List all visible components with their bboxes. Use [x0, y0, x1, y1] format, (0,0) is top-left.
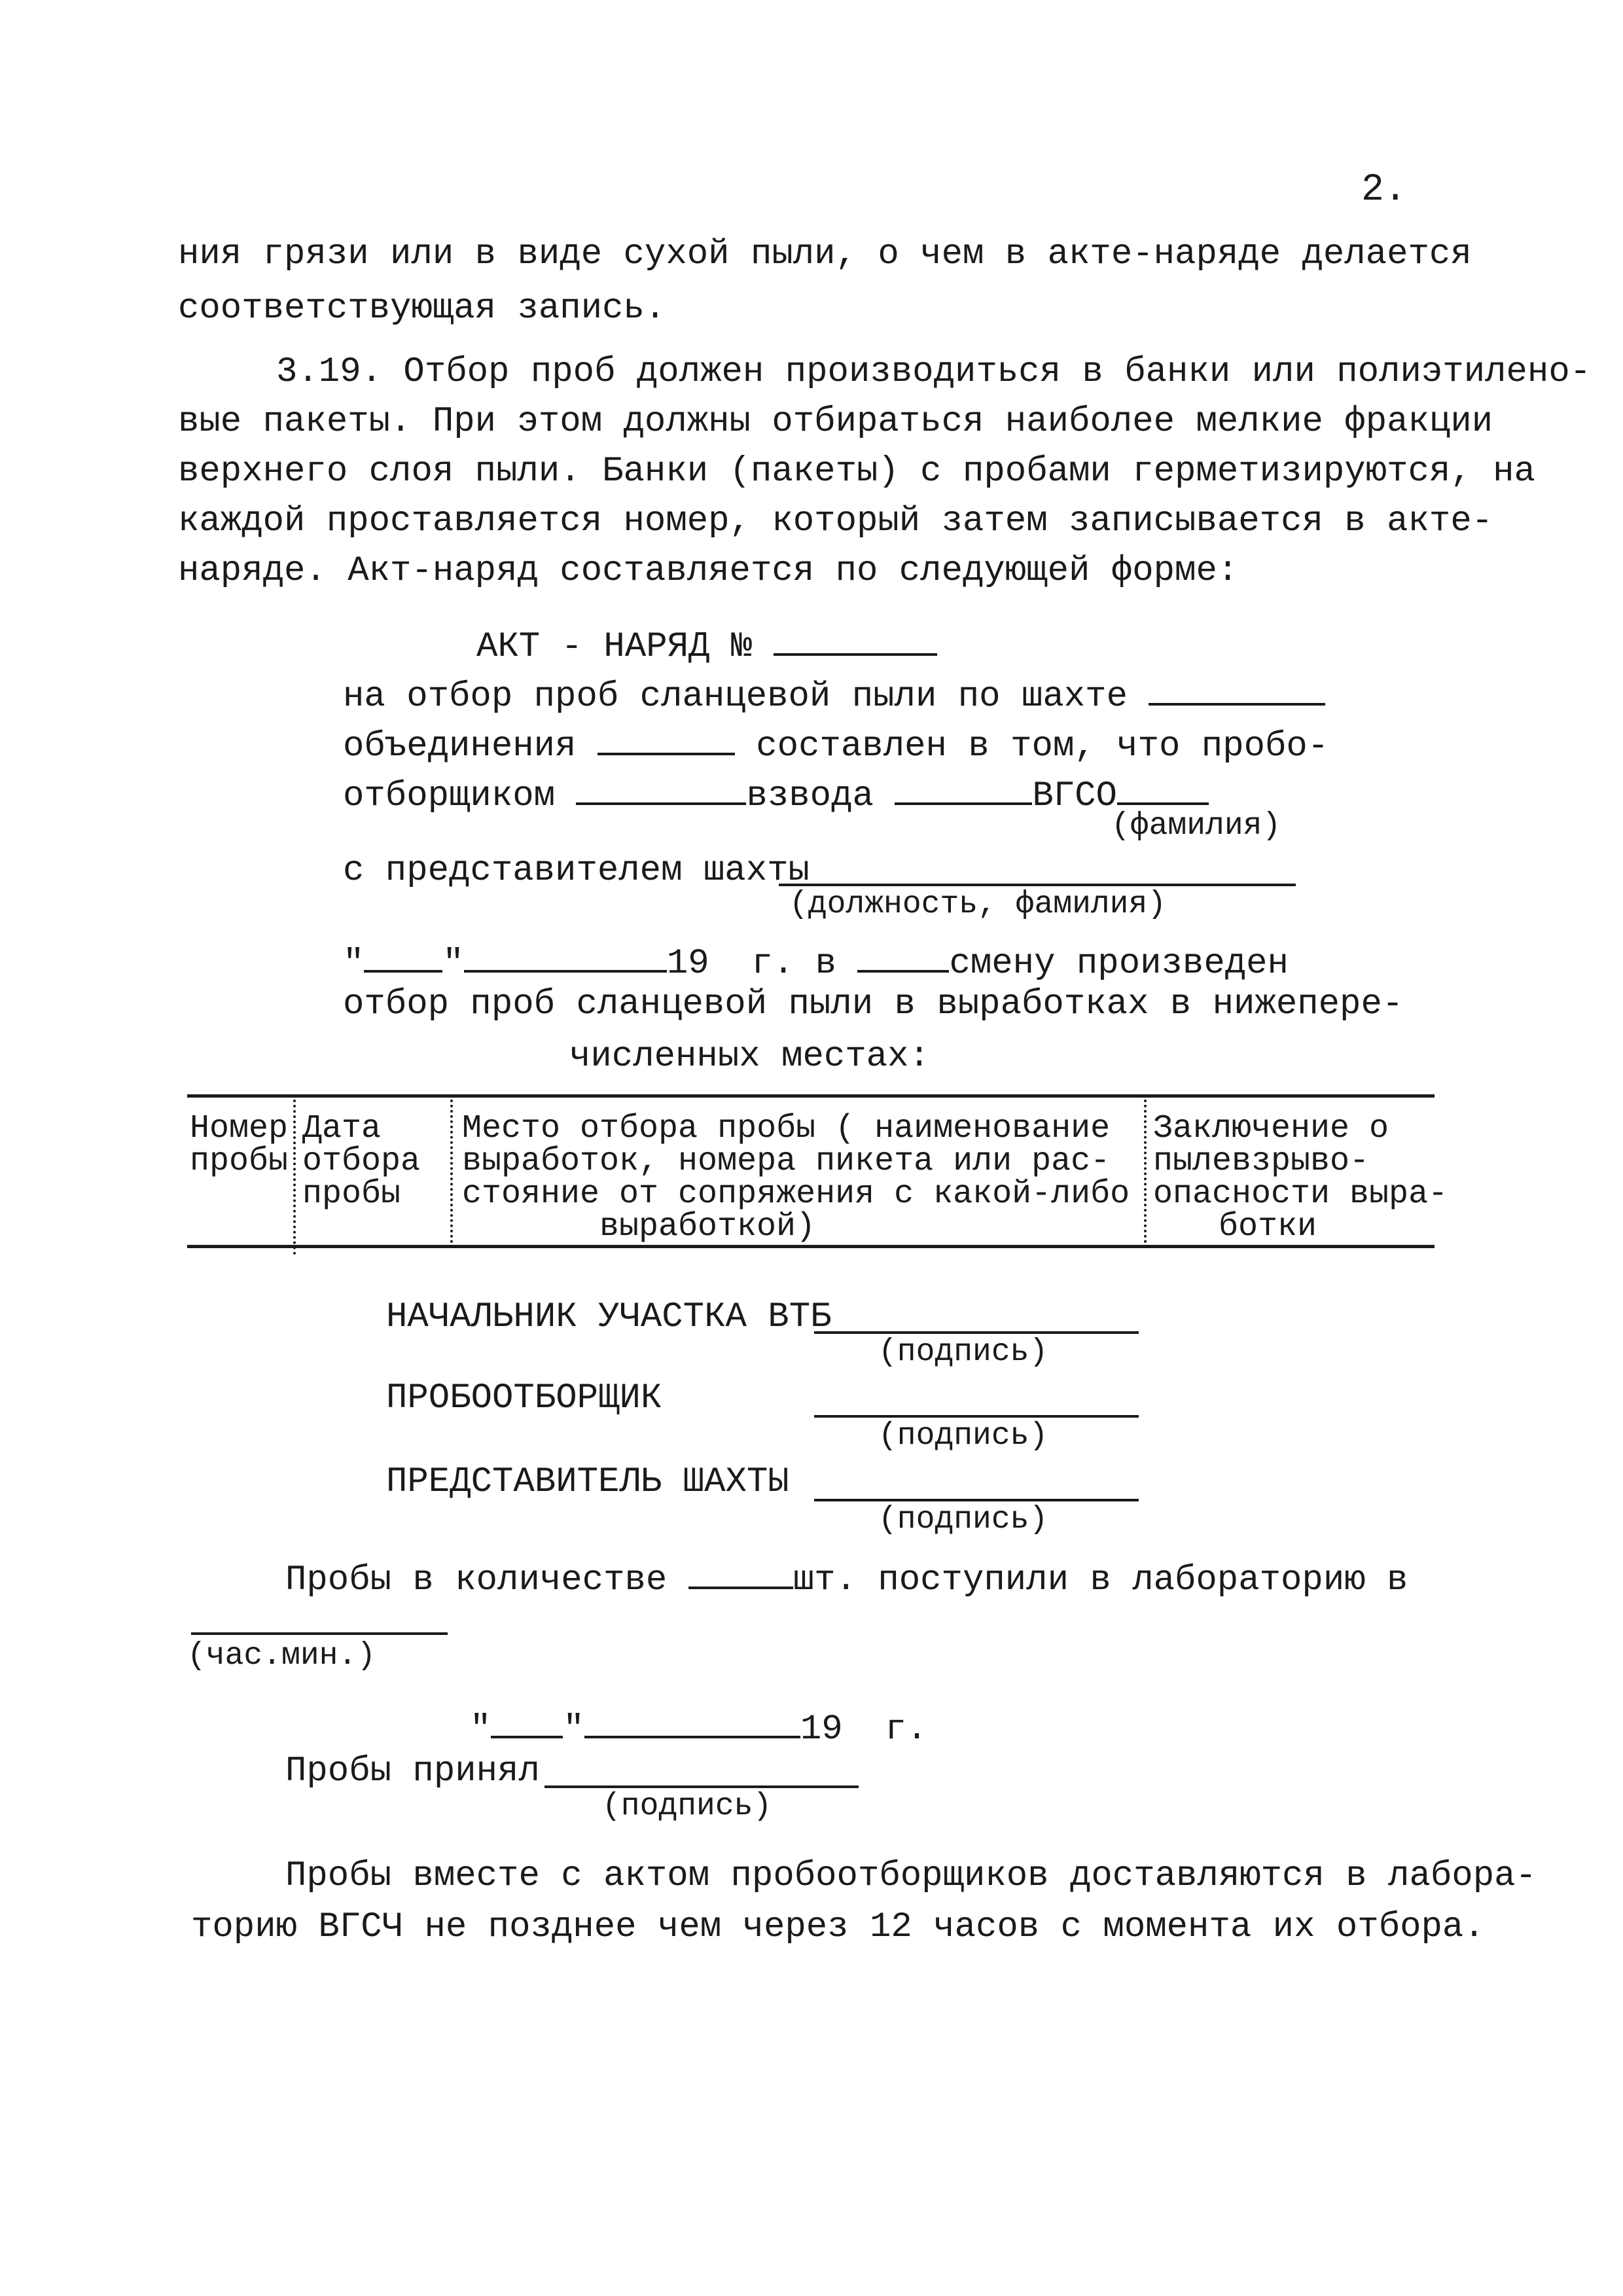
caption-position: (должность, фамилия) — [789, 887, 1167, 922]
table-header-date: Дата отбора пробы — [302, 1110, 421, 1213]
page-number: 2. — [1361, 169, 1407, 211]
table-top-rule — [187, 1094, 1435, 1098]
form-title: АКТ - НАРЯД № — [476, 618, 937, 665]
receipt-date-line: " " 19 г. — [470, 1700, 927, 1748]
shift-blank — [857, 935, 949, 973]
signature-sampler-line — [814, 1415, 1139, 1418]
quantity-blank — [688, 1551, 793, 1589]
accepted-caption: (подпись) — [602, 1789, 772, 1824]
intro-line-1: ния грязи или в виде сухой пыли, о чем в акте-наряде делается — [178, 234, 1472, 274]
section-line-4: каждой проставляется номер, который затем записывается в акте- — [178, 501, 1493, 541]
time-blank — [191, 1632, 448, 1635]
closing-line-2: торию ВГСЧ не позднее чем через 12 часов с момента их отбора. — [191, 1907, 1485, 1947]
form-line-7: численных местах: — [569, 1037, 930, 1077]
section-line-1: 3.19. Отбор проб должен производиться в банки или полиэтилено- — [276, 352, 1592, 392]
receipt-day-blank — [491, 1700, 563, 1738]
signature-sampler-caption: (подпись) — [878, 1418, 1048, 1454]
form-line-mine: на отбор проб сланцевой пыли по шахте — [343, 668, 1325, 715]
table-divider-2 — [450, 1094, 453, 1248]
form-line-association: объединения составлен в том, что пробо- — [343, 717, 1329, 764]
platoon-blank — [895, 767, 1032, 805]
signature-sampler-label: ПРОБООТБОРЩИК — [386, 1378, 662, 1418]
section-line-2: вые пакеты. При этом должны отбираться наиболее мелкие фракции — [178, 402, 1493, 442]
receipt-month-blank — [584, 1700, 800, 1738]
signature-chief-label: НАЧАЛЬНИК УЧАСТКА ВТБ — [386, 1297, 832, 1337]
receipt-line: Пробы в количестве шт. поступили в лабораторию в — [285, 1551, 1408, 1598]
table-divider-1 — [293, 1094, 296, 1255]
section-line-5: наряде. Акт-наряд составляется по следующей форме: — [178, 551, 1239, 591]
table-header-location: Место отбора пробы ( наименование выработок, номера пикета или рас- стояние от сопряжения с какой-либо выработкой) — [462, 1110, 1130, 1246]
mine-blank — [1149, 668, 1325, 706]
sampler-blank — [576, 767, 746, 805]
caption-surname: (фамилия) — [1111, 808, 1281, 844]
signature-mine-rep-caption: (подпись) — [878, 1502, 1048, 1537]
intro-line-2: соответствующая запись. — [178, 289, 666, 329]
signature-chief-line — [814, 1331, 1139, 1334]
signature-mine-rep-line — [814, 1499, 1139, 1501]
month-blank — [464, 935, 667, 973]
time-caption: (час.мин.) — [187, 1638, 376, 1674]
accepted-signature-line — [544, 1785, 859, 1788]
accepted-label: Пробы принял — [285, 1751, 540, 1791]
signature-mine-rep-label: ПРЕДСТАВИТЕЛЬ ШАХТЫ — [386, 1462, 789, 1502]
form-line-date: " " 19 г. в смену произведен — [343, 935, 1289, 982]
form-line-6: отбор проб сланцевой пыли в выработках в нижепере- — [343, 984, 1404, 1024]
table-header-sample-number: Номер пробы — [190, 1110, 289, 1180]
day-blank — [364, 935, 442, 973]
representative-blank — [779, 884, 1296, 886]
signature-chief-caption: (подпись) — [878, 1335, 1048, 1370]
form-line-representative: с представителем шахты — [343, 851, 810, 891]
association-blank — [597, 717, 735, 755]
section-line-3: верхнего слоя пыли. Банки (пакеты) с пробами герметизируются, на — [178, 452, 1535, 492]
surname-tail-blank — [1117, 767, 1209, 805]
table-divider-3 — [1144, 1094, 1147, 1248]
table-header-conclusion: Заключение о пылевзрыво- опасности выра- ботки — [1153, 1110, 1448, 1246]
act-number-blank — [774, 618, 937, 656]
form-line-sampler: отборщиком взвода ВГСО — [343, 767, 1209, 814]
closing-line-1: Пробы вместе с актом пробоотборщиков доставляются в лабора- — [285, 1856, 1537, 1896]
